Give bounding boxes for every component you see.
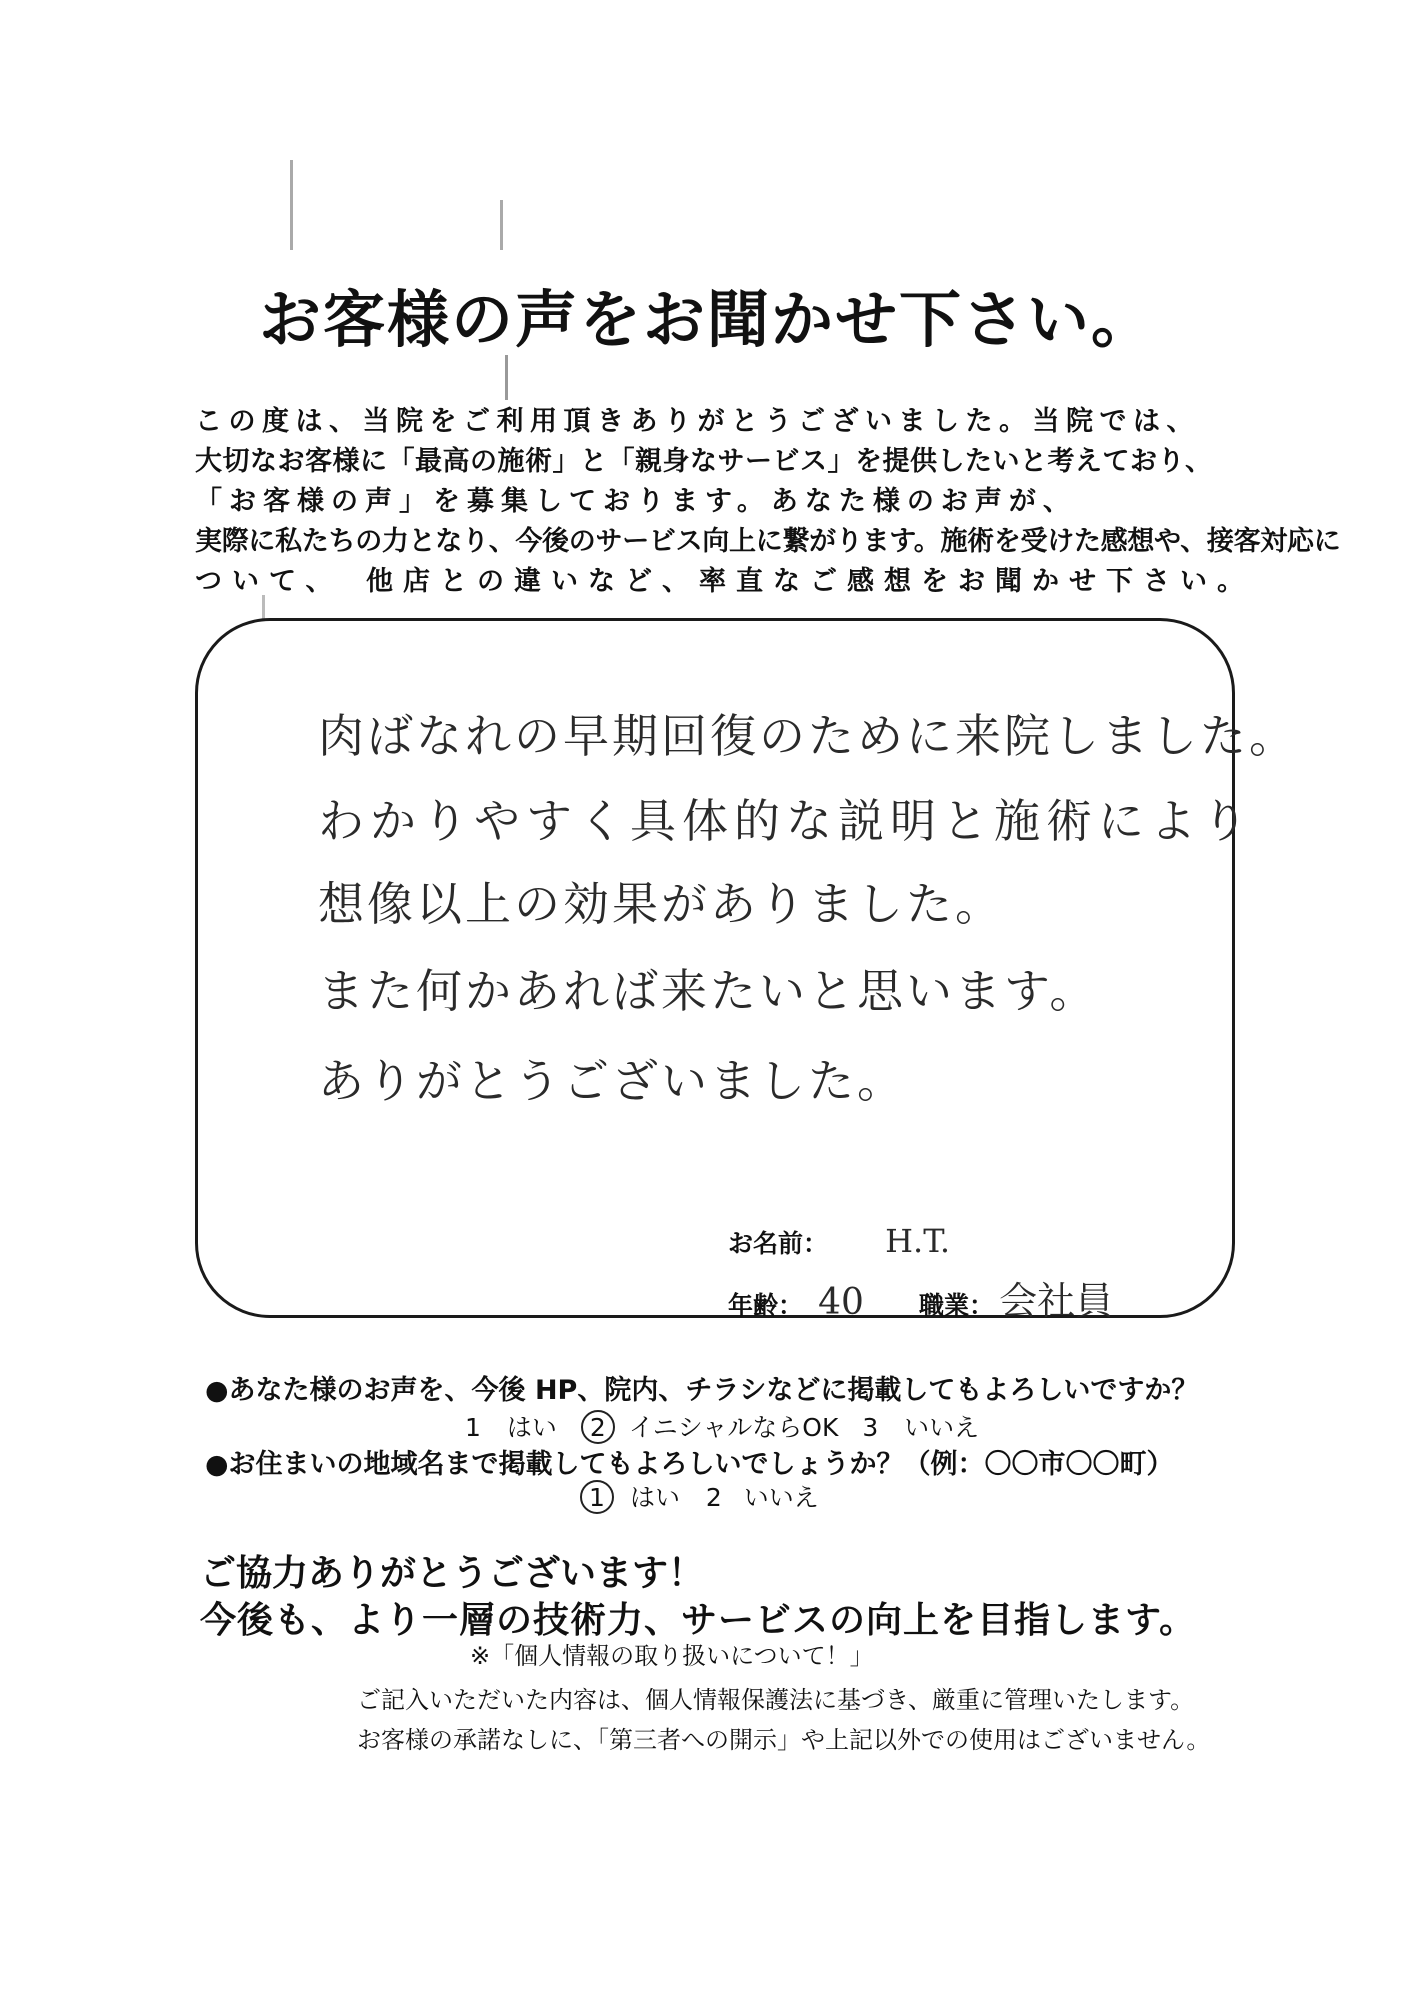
handwritten-line: 想像以上の効果がありました。 (318, 877, 1004, 931)
page-title: お客様の声をお聞かせ下さい。 (258, 283, 1155, 356)
option-num[interactable]: 2 (705, 1483, 722, 1512)
handwritten-line: 肉ばなれの早期回復のために来院しました。 (318, 709, 1298, 763)
privacy-heading: ※「個人情報の取り扱いについて！」 (470, 1642, 874, 1670)
option-label[interactable]: はい (506, 1413, 557, 1442)
handwritten-line: また何かあれば来たいと思います。 (318, 964, 1099, 1018)
option-num-selected[interactable]: 2 (581, 1410, 615, 1444)
privacy-line: ご記入いただいた内容は、個人情報保護法に基づき、厳重に管理いたします。 (357, 1686, 1195, 1714)
handwritten-line: わかりやすく具体的な説明と施術により (318, 794, 1254, 848)
thanks-line: 今後も、より一層の技術力、サービスの向上を目指します。 (200, 1600, 1197, 1641)
option-label[interactable]: いいえ (743, 1483, 819, 1512)
option-label[interactable]: イニシャルならOK (628, 1413, 839, 1442)
intro-line: ついて、 他店との違いなど、率直なご感想をお聞かせ下さい。 (195, 566, 1254, 597)
scan-mark (505, 355, 508, 400)
age-label: 年齢： (728, 1291, 804, 1320)
option-label[interactable]: いいえ (904, 1413, 980, 1442)
option-num-selected[interactable]: 1 (580, 1480, 614, 1514)
intro-line: 「お客様の声」を募集しております。あなた様のお声が、 (195, 486, 1077, 517)
intro-line: この度は、当院をご利用頂きありがとうございました。当院では、 (195, 406, 1200, 437)
privacy-line: お客様の承諾なしに、「第三者への開示」や上記以外での使用はございません。 (357, 1726, 1211, 1754)
name-value: H.T. (885, 1222, 950, 1260)
option-num[interactable]: 1 (465, 1413, 481, 1442)
age-value: 40 (818, 1282, 864, 1323)
option-label[interactable]: はい (629, 1483, 680, 1512)
handwritten-line: ありがとうございました。 (318, 1054, 906, 1108)
scan-mark (500, 200, 503, 250)
name-row (728, 1222, 950, 1260)
job-label: 職業： (919, 1291, 995, 1320)
scan-mark (290, 160, 293, 250)
thanks-line: ご協力ありがとうございます！ (200, 1553, 705, 1594)
intro-line: 大切なお客様に「最高の施術」と「親身なサービス」を提供したいと考えており、 (195, 446, 1213, 477)
question-publish: ●あなた様のお声を、今後 HP、院内、チラシなどに掲載してもよろしいですか？ (205, 1375, 1199, 1406)
options-publish (465, 1408, 979, 1444)
age-job-row (728, 1270, 1113, 1325)
question-area: ●お住まいの地域名まで掲載してもよろしいでしょうか？（例：〇〇市〇〇町） (205, 1449, 1174, 1480)
options-area (580, 1478, 819, 1514)
name-label: お名前： (728, 1229, 829, 1258)
option-num[interactable]: 3 (862, 1413, 879, 1442)
intro-line: 実際に私たちの力となり、今後のサービス向上に繋がります。施術を受けた感想や、接客対応に (195, 526, 1341, 557)
job-value: 会社員 (999, 1279, 1114, 1323)
